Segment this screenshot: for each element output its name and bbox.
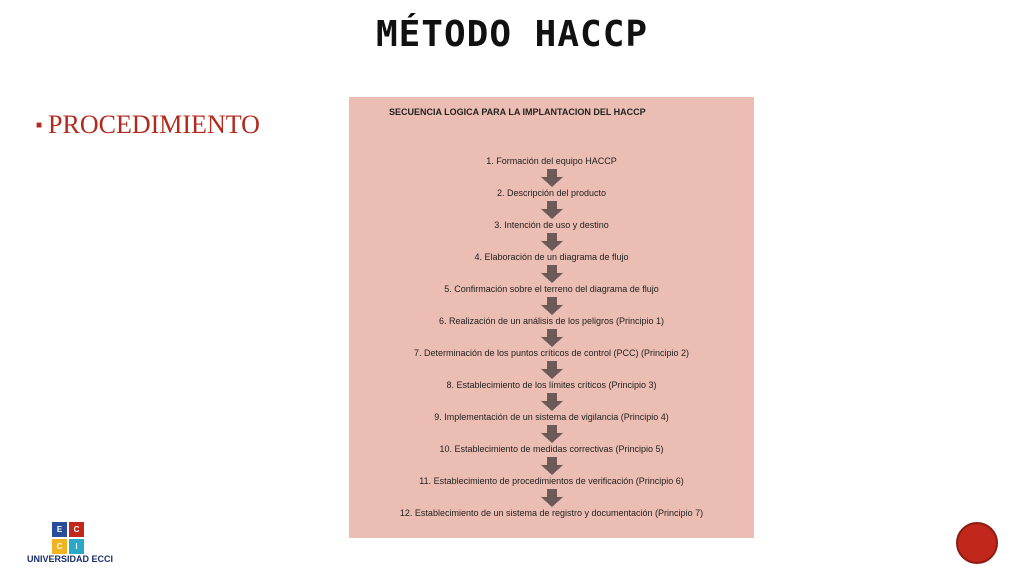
diagram-step (349, 315, 754, 347)
diagram-step-label: 8. Establecimiento de los límites críticos (Principio 3) (446, 380, 657, 390)
diagram-step-label: 4. Elaboración de un diagrama de flujo (474, 252, 629, 262)
diagram-step (349, 251, 754, 283)
diagram-step-label: 12. Establecimiento de un sistema de registro y documentación (Principio 7) (399, 508, 704, 518)
diagram-step-label: 7. Determinación de los puntos críticos de control (PCC) (Principio 2) (413, 348, 690, 358)
down-arrow-icon (541, 329, 563, 347)
diagram-step (349, 475, 754, 507)
university-logo (20, 516, 120, 568)
haccp-sequence-diagram (349, 97, 754, 538)
down-arrow-icon (541, 169, 563, 187)
diagram-step (349, 507, 754, 539)
diagram-step (349, 379, 754, 411)
diagram-step (349, 219, 754, 251)
diagram-step-label: 10. Establecimiento de medidas correctivas (Principio 5) (439, 444, 664, 454)
down-arrow-icon (541, 393, 563, 411)
slide-number-badge (956, 522, 998, 564)
logo-cell: C (52, 539, 67, 554)
down-arrow-icon (541, 457, 563, 475)
down-arrow-icon (541, 489, 563, 507)
diagram-step (349, 443, 754, 475)
diagram-step (349, 347, 754, 379)
bullet-square-icon: ■ (36, 119, 43, 131)
down-arrow-icon (541, 361, 563, 379)
diagram-step (349, 155, 754, 187)
diagram-title: SECUENCIA LOGICA PARA LA IMPLANTACION DEL HACCP (389, 107, 646, 117)
diagram-step-label: 9. Implementación de un sistema de vigilancia (Principio 4) (434, 412, 669, 422)
bullet-label: PROCEDIMIENTO (48, 110, 260, 139)
logo-grid (52, 522, 84, 554)
down-arrow-icon (541, 233, 563, 251)
diagram-steps (349, 155, 754, 539)
down-arrow-icon (541, 201, 563, 219)
bullet-item (36, 110, 260, 140)
diagram-step-label: 5. Confirmación sobre el terreno del diagrama de flujo (444, 284, 659, 294)
down-arrow-icon (541, 425, 563, 443)
diagram-step-label: 2. Descripción del producto (496, 188, 607, 198)
down-arrow-icon (541, 265, 563, 283)
diagram-step-label: 1. Formación del equipo HACCP (486, 156, 617, 166)
diagram-step (349, 283, 754, 315)
diagram-step-label: 11. Establecimiento de procedimientos de verificación (Principio 6) (419, 476, 684, 486)
diagram-step (349, 187, 754, 219)
slide-title: MÉTODO HACCP (375, 14, 649, 55)
logo-cell: E (52, 522, 67, 537)
logo-cell: C (69, 522, 84, 537)
logo-text: UNIVERSIDAD ECCI (26, 554, 113, 564)
diagram-step-label: 6. Realización de un análisis de los peligros (Principio 1) (438, 316, 665, 326)
diagram-step (349, 411, 754, 443)
logo-cell: I (69, 539, 84, 554)
diagram-step-label: 3. Intención de uso y destino (494, 220, 609, 230)
down-arrow-icon (541, 297, 563, 315)
